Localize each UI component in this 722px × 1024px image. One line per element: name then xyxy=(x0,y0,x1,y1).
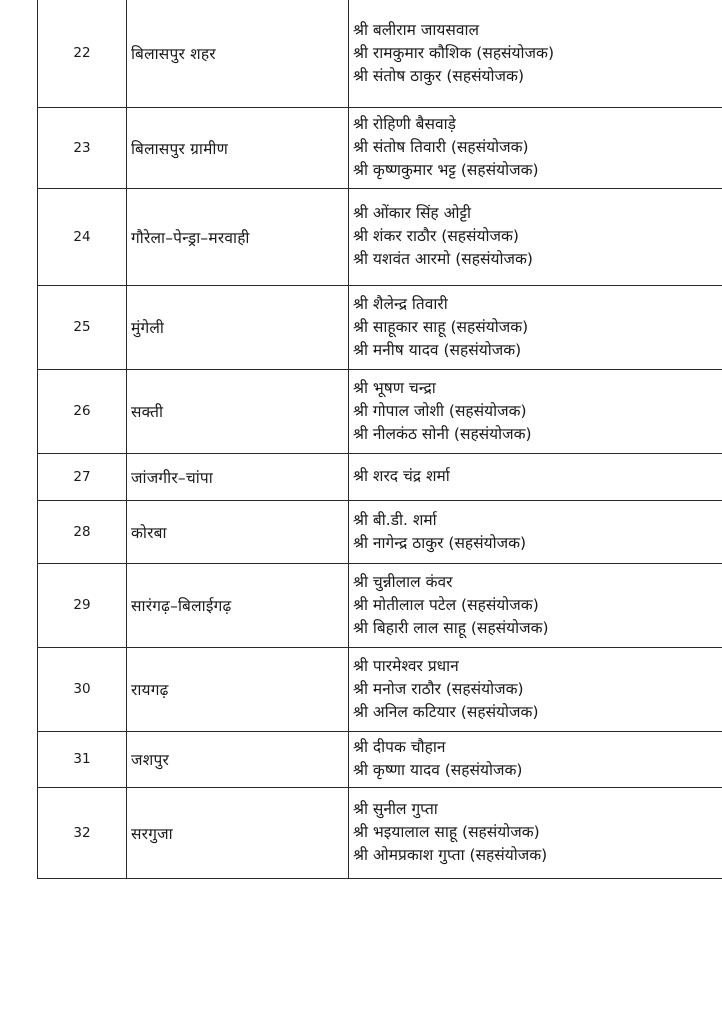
district-name-cell: सक्ती xyxy=(127,369,349,453)
member-name: श्री नीलकंठ सोनी (सहसंयोजक) xyxy=(353,424,532,443)
member-name: श्री संतोष ठाकुर (सहसंयोजक) xyxy=(353,66,525,85)
table-row xyxy=(38,563,722,647)
district-name-cell: कोरबा xyxy=(127,500,349,563)
serial-number-cell: 27 xyxy=(38,453,127,500)
district-name-cell: बिलासपुर ग्रामीण xyxy=(127,107,349,188)
table-row xyxy=(38,453,722,500)
district-name-cell: रायगढ़ xyxy=(127,647,349,731)
serial-number-cell: 23 xyxy=(38,107,127,188)
member-name: श्री यशवंत आरमो (सहसंयोजक) xyxy=(353,250,533,268)
member-name: श्री शैलेन्द्र तिवारी xyxy=(353,294,448,313)
member-name: श्री रोहिणी बैसवाड़े xyxy=(353,115,456,133)
members-cell xyxy=(349,500,722,563)
member-name: श्री मोतीलाल पटेल (सहसंयोजक) xyxy=(353,595,539,614)
member-name: श्री बिहारी लाल साहू (सहसंयोजक) xyxy=(353,618,549,637)
table-row xyxy=(38,647,722,731)
table-row xyxy=(38,285,722,369)
member-name: श्री मनीष यादव (सहसंयोजक) xyxy=(353,340,522,359)
member-name: श्री ओंकार सिंह ओट्टी xyxy=(353,204,472,222)
table-row xyxy=(38,369,722,453)
serial-number-cell: 26 xyxy=(38,369,127,453)
member-name: श्री भइयालाल साहू (सहसंयोजक) xyxy=(353,823,540,841)
member-name: श्री संतोष तिवारी (सहसंयोजक) xyxy=(353,138,529,156)
serial-number-cell: 28 xyxy=(38,500,127,563)
district-name-cell: गौरेला–पेन्ड्रा–मरवाही xyxy=(127,188,349,285)
serial-number-cell: 32 xyxy=(38,787,127,878)
member-name: श्री सुनील गुप्ता xyxy=(353,800,438,818)
members-cell xyxy=(349,188,722,285)
serial-number-cell: 29 xyxy=(38,563,127,647)
members-cell xyxy=(349,285,722,369)
member-name: श्री शंकर राठौर (सहसंयोजक) xyxy=(353,227,519,245)
member-name: श्री गोपाल जोशी (सहसंयोजक) xyxy=(353,401,527,420)
table-row xyxy=(38,787,722,878)
members-cell xyxy=(349,731,722,787)
members-cell xyxy=(349,107,722,188)
district-name-cell: जांजगीर–चांपा xyxy=(127,453,349,500)
members-cell xyxy=(349,647,722,731)
district-name-cell: जशपुर xyxy=(127,731,349,787)
member-name: श्री बी.डी. शर्मा xyxy=(353,510,437,529)
member-name: श्री चुन्नीलाल कंवर xyxy=(353,572,453,591)
table-row xyxy=(38,731,722,787)
member-name: श्री साहूकार साहू (सहसंयोजक) xyxy=(353,317,529,336)
serial-number-cell: 31 xyxy=(38,731,127,787)
district-name-cell: बिलासपुर शहर xyxy=(127,0,349,107)
table-row xyxy=(38,188,722,285)
district-name-cell: सरगुजा xyxy=(127,787,349,878)
table-body xyxy=(38,0,722,878)
member-name: श्री पारमेश्वर प्रधान xyxy=(353,656,459,675)
member-name: श्री मनोज राठौर (सहसंयोजक) xyxy=(353,679,524,698)
member-name: श्री दीपक चौहान xyxy=(353,738,446,756)
member-name: श्री बलीराम जायसवाल xyxy=(353,20,479,39)
district-coordinator-table xyxy=(37,0,722,879)
members-cell xyxy=(349,563,722,647)
member-name: श्री कृष्णकुमार भट्ट (सहसंयोजक) xyxy=(353,161,539,179)
members-cell xyxy=(349,0,722,107)
members-cell xyxy=(349,369,722,453)
table-row xyxy=(38,107,722,188)
member-name: श्री ओमप्रकाश गुप्ता (सहसंयोजक) xyxy=(353,846,548,864)
member-name: श्री रामकुमार कौशिक (सहसंयोजक) xyxy=(353,43,554,62)
table-row xyxy=(38,0,722,107)
member-name: श्री भूषण चन्द्रा xyxy=(353,378,436,397)
member-name: श्री अनिल कटियार (सहसंयोजक) xyxy=(353,702,539,721)
member-name: श्री नागेन्द्र ठाकुर (सहसंयोजक) xyxy=(353,533,527,552)
serial-number-cell: 22 xyxy=(38,0,127,107)
members-cell xyxy=(349,787,722,878)
serial-number-cell: 24 xyxy=(38,188,127,285)
district-name-cell: मुंगेली xyxy=(127,285,349,369)
serial-number-cell: 30 xyxy=(38,647,127,731)
member-name: श्री कृष्णा यादव (सहसंयोजक) xyxy=(353,761,523,779)
table-row xyxy=(38,500,722,563)
district-name-cell: सारंगढ़–बिलाईगढ़ xyxy=(127,563,349,647)
serial-number-cell: 25 xyxy=(38,285,127,369)
members-cell xyxy=(349,453,722,500)
member-name: श्री शरद चंद्र शर्मा xyxy=(353,467,450,485)
